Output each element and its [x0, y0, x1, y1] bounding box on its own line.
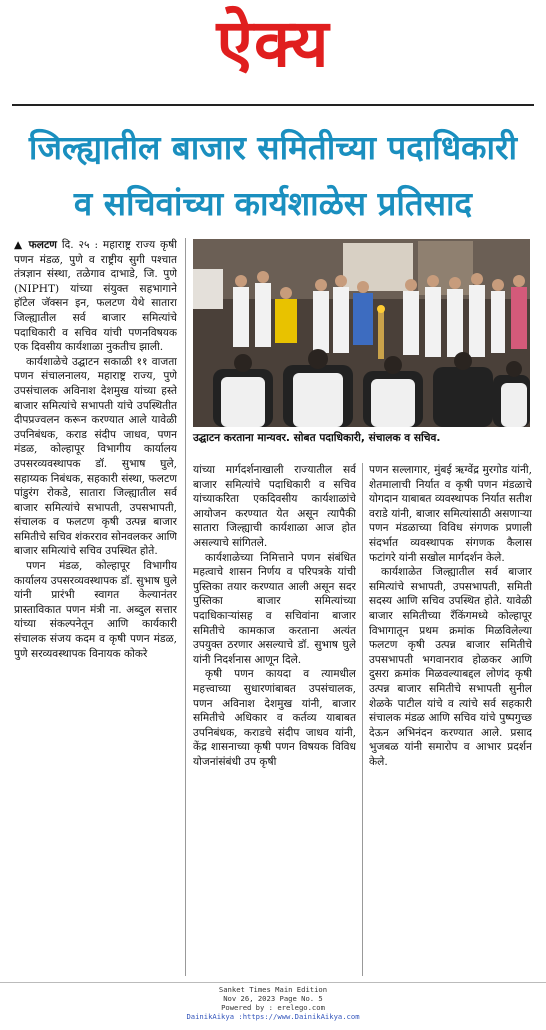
event-photo: [193, 239, 530, 427]
column-divider: [362, 463, 363, 976]
footer-date: Nov 26, 2023 Page No. 5: [223, 994, 323, 1003]
dateline-icon: ▲: [14, 239, 24, 251]
footer-edition: Sanket Times Main Edition: [218, 985, 328, 994]
page-footer: [0, 985, 546, 1021]
headline-line-2: व सचिवांच्या कार्यशाळेस प्रतिसाद: [73, 184, 473, 223]
article-column-3: [369, 463, 532, 976]
article-column-2: [193, 463, 356, 976]
footer-link-url[interactable]: :https://www.DainikAikya.com: [238, 1012, 360, 1021]
column-divider: [185, 238, 186, 976]
article-paragraph: पणन मंडळ, कोल्हापूर विभागीय कार्यालय उपसरव्यवस्थापक डॉ. सुभाष घुले यांनी प्रारंभी स्वागत केल्यानंतर प्रास्ताविकात पणन मंत्री ना. अब्दुल सत्तार यांच्या संकल्पनेतून आणि कार्यकारी संचालक संजय कदम व कृषी पणन मंडळ, पुणे सरव्यवस्थापक विनायक कोकरे: [14, 560, 177, 660]
article-paragraph: पणन सल्लागार, मुंबई ऋग्वेंद्र मुरगोड यांनी, शेतमालाची निर्यात व कृषी पणन मंडळाचे योगदान याबाबत व्यवस्थापक निर्यात सतीश वराडे यांनी, बाजार समित्यांसाठी असणाऱ्या पणन मंडळाच्या विविध संगणक प्रणाली संदर्भात व्यवस्थापक संगणक कैलास फटांगरे यांनी सखोल मार्गदर्शन केले.: [369, 464, 532, 564]
article-paragraph: दि. २५ : महाराष्ट्र राज्य कृषी पणन मंडळ, पुणे व राष्ट्रीय सुगी पश्चात तंत्रज्ञान संस्था, तळेगाव दाभाडे, जि. पुणे (NIPHT) यांच्या संयुक्त सहभागाने हॉटेल जॅक्सन इन, फलटण येथे सातारा जिल्ह्यातील सर्व बाजार समित्यांचे पदाधिकारी व सचिव यांची पणनविषयक एक दिवसीय कार्यशाळा नुकतीच झाली.: [14, 239, 177, 354]
event-photo-image: [193, 239, 530, 427]
headline-line-1: जिल्ह्यातील बाजार समितीच्या पदाधिकारी: [28, 128, 518, 167]
article-paragraph: कार्यशाळेचे उद्घाटन सकाळी ११ वाजता पणन संचालनालय, महाराष्ट्र राज्य, पुणे उपसंचालक अविनाश देशमुख यांच्या हस्ते बाजार समित्यांचे सभापती यांचे उपस्थितीत दीपप्रज्वलन करून करण्यात आले यावेळी उपनिबंधक, कराड संदीप जाधव, पणन मंडळ, कोल्हापूर विभागीय कार्यालय उपसरव्यवस्थापक डॉ. सुभाष घुले, सहाय्यक निबंधक, सहकारी संस्था, फलटण पांडुरंग रोकडे, सातारा जिल्ह्यातील सर्व बाजार समित्यांचे सभापती, उपसभापती, संचालक व फलटण कृषी उत्पन्न बाजार समितीचे सचिव शंकरराव सोनवलकर आणि बाजार समित्यांचे सचिव उपस्थित होते.: [14, 355, 177, 558]
masthead-divider: [12, 104, 534, 106]
article-column-1: [14, 238, 177, 976]
article-paragraph: यांच्या मार्गदर्शनाखाली राज्यातील सर्व बाजार समित्यांचे पदाधिकारी व सचिव यांच्याकरिता एकदिवसीय कार्यशाळांचे आयोजन करण्यात येत असून त्यापैकी सातारा जिल्ह्याची कार्यशाळा आज होत असल्याचे सांगितले.: [193, 464, 356, 549]
newspaper-logo: ऐक्य: [216, 5, 330, 82]
article-paragraph: कार्यशाळेत जिल्ह्यातील सर्व बाजार समित्यांचे सभापती, उपसभापती, समिती सदस्य आणि सचिव उपस्थित होते. यावेळी बाजार समितीच्या रँकिंगमध्ये कोल्हापूर विभागातून प्रथम क्रमांक मिळविलेल्या फलटण कृषी उत्पन्न बाजार समितीचे उपसभापती भगवानराव होळकर आणि दुसरा क्रमांक मिळवल्याबद्दल लोणंद कृषी उत्पन्न बाजार समितीचे सभापती सुनील शेळके पाटील यांचे व त्यांचे सर्व सहकारी संचालक मंडळ आणि सचिव यांचे पुष्पगुच्छ देऊन अभिनंदन करण्यात आले. प्रसाद भुजबळ यांनी समारोप व आभार प्रदर्शन केले.: [369, 566, 532, 768]
masthead: [0, 0, 546, 108]
footer-powered-by: Powered by : erelego.com: [221, 1003, 325, 1012]
footer-divider: [0, 982, 546, 983]
footer-link-name[interactable]: DainikAikya: [186, 1012, 235, 1021]
article-paragraph: कार्यशाळेच्या निमित्ताने पणन संबंधित महत्वाचे शासन निर्णय व परिपत्रके यांची पुस्तिका तयार करण्यात आली असून सदर पुस्तिका बाजार समित्यांच्या पदाधिकाऱ्यांसह व सचिवांना बाजार समितीचे कामकाज करताना अत्यंत उपयुक्त ठरणार असल्याचे डॉ. सुभाष घुले यांनी निदर्शनास आणून दिले.: [193, 551, 356, 666]
dateline: फलटण: [28, 239, 57, 251]
photo-caption: उद्घाटन करताना मान्यवर. सोबत पदाधिकारी, संचालक व सचिव.: [193, 432, 441, 444]
article-paragraph: कृषी पणन कायदा व त्यामधील महत्त्वाच्या सुधारणांबाबत उपसंचालक, पणन अविनाश देशमुख यांनी, बाजार समितीचे अधिकार व कर्तव्य याबाबत उपनिबंधक, कराडचे संदीप जाधव यांनी, केंद्र शासनाच्या कृषी पणन विषयक विविध योजनांसंबंधी उप कृषी: [193, 668, 356, 768]
